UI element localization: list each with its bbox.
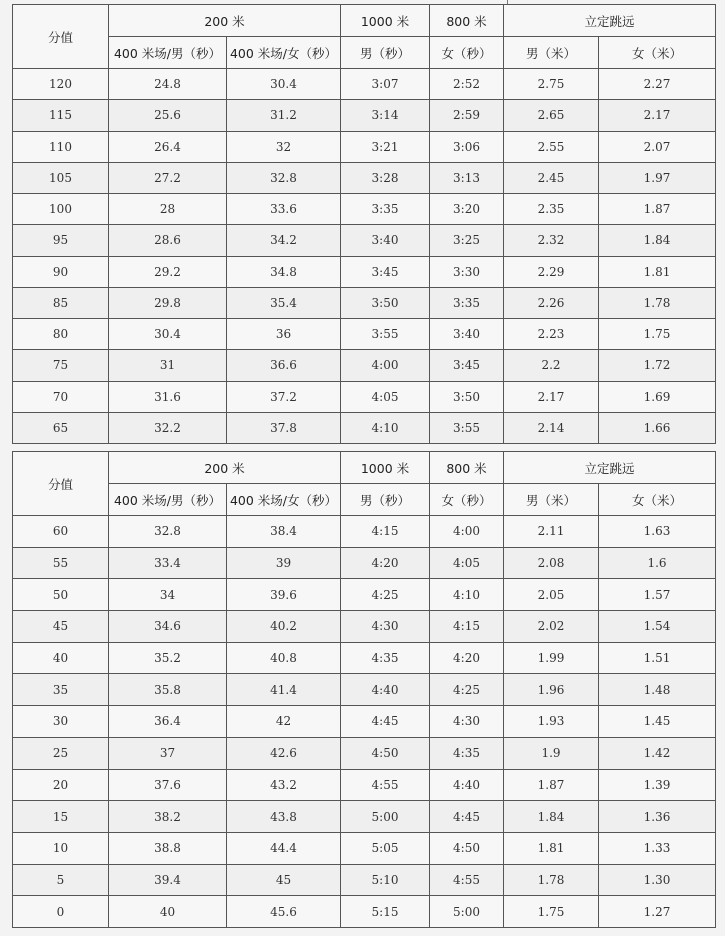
cell-score: 120 — [13, 69, 109, 100]
cell-score: 20 — [13, 769, 109, 801]
cell-400-male: 38.2 — [109, 801, 227, 833]
subheader-400-female: 400 米场/女（秒） — [227, 484, 341, 516]
cell-jump-female: 1.45 — [599, 706, 716, 738]
table-row — [13, 162, 716, 193]
cell-800-female: 4:55 — [430, 864, 504, 896]
cell-800-female: 2:59 — [430, 100, 504, 131]
subheader-jump-female: 女（米） — [599, 484, 716, 516]
cell-score: 0 — [13, 896, 109, 928]
cell-jump-female: 1.72 — [599, 350, 716, 381]
cell-400-male: 29.2 — [109, 256, 227, 287]
cell-800-female: 3:13 — [430, 162, 504, 193]
cell-400-female: 35.4 — [227, 287, 341, 318]
cell-jump-female: 1.51 — [599, 642, 716, 674]
cell-400-female: 45 — [227, 864, 341, 896]
cell-400-female: 32 — [227, 131, 341, 162]
header-200m: 200 米 — [109, 5, 341, 37]
cell-400-female: 37.8 — [227, 412, 341, 443]
table-row — [13, 547, 716, 579]
cell-1000-male: 3:14 — [341, 100, 430, 131]
cell-400-male: 31.6 — [109, 381, 227, 412]
cell-jump-male: 2.35 — [504, 194, 599, 225]
cell-1000-male: 4:15 — [341, 516, 430, 548]
cell-1000-male: 3:45 — [341, 256, 430, 287]
cell-score: 75 — [13, 350, 109, 381]
subheader-1000-male: 男（秒） — [341, 37, 430, 69]
cell-400-male: 33.4 — [109, 547, 227, 579]
cell-800-female: 3:50 — [430, 381, 504, 412]
cell-score: 25 — [13, 737, 109, 769]
table-row — [13, 516, 716, 548]
header-200m: 200 米 — [109, 452, 341, 484]
cell-1000-male: 5:00 — [341, 801, 430, 833]
cell-jump-female: 1.97 — [599, 162, 716, 193]
cell-jump-male: 2.75 — [504, 69, 599, 100]
cell-jump-male: 2.55 — [504, 131, 599, 162]
cell-1000-male: 4:55 — [341, 769, 430, 801]
cell-800-female: 4:35 — [430, 737, 504, 769]
table-row — [13, 287, 716, 318]
cell-400-male: 32.2 — [109, 412, 227, 443]
cell-score: 70 — [13, 381, 109, 412]
cell-400-female: 37.2 — [227, 381, 341, 412]
cell-jump-female: 1.78 — [599, 287, 716, 318]
cell-1000-male: 4:35 — [341, 642, 430, 674]
cell-800-female: 4:20 — [430, 642, 504, 674]
table-row — [13, 69, 716, 100]
cell-score: 110 — [13, 131, 109, 162]
cell-jump-male: 2.08 — [504, 547, 599, 579]
table-row — [13, 769, 716, 801]
cell-jump-female: 1.57 — [599, 579, 716, 611]
cell-800-female: 2:52 — [430, 69, 504, 100]
cell-800-female: 5:00 — [430, 896, 504, 928]
cell-400-male: 37 — [109, 737, 227, 769]
header-score: 分值 — [13, 5, 109, 69]
cell-800-female: 3:06 — [430, 131, 504, 162]
cell-400-male: 34.6 — [109, 611, 227, 643]
table-row — [13, 674, 716, 706]
cell-score: 15 — [13, 801, 109, 833]
header-1000m: 1000 米 — [341, 452, 430, 484]
cell-jump-female: 1.63 — [599, 516, 716, 548]
cell-1000-male: 3:21 — [341, 131, 430, 162]
cell-jump-female: 2.27 — [599, 69, 716, 100]
cell-400-female: 38.4 — [227, 516, 341, 548]
cell-1000-male: 3:50 — [341, 287, 430, 318]
cell-400-female: 34.8 — [227, 256, 341, 287]
cell-jump-female: 1.69 — [599, 381, 716, 412]
table-row — [13, 801, 716, 833]
table-row — [13, 611, 716, 643]
cell-score: 35 — [13, 674, 109, 706]
score-rows-lower — [13, 516, 716, 928]
cell-1000-male: 5:05 — [341, 832, 430, 864]
table-row — [13, 896, 716, 928]
subheader-jump-female: 女（米） — [599, 37, 716, 69]
cell-jump-male: 2.05 — [504, 579, 599, 611]
cell-400-male: 28 — [109, 194, 227, 225]
cell-800-female: 4:45 — [430, 801, 504, 833]
cell-jump-male: 1.87 — [504, 769, 599, 801]
cell-jump-male: 1.78 — [504, 864, 599, 896]
cell-jump-male: 2.65 — [504, 100, 599, 131]
cell-1000-male: 3:07 — [341, 69, 430, 100]
cell-400-female: 45.6 — [227, 896, 341, 928]
cell-score: 10 — [13, 832, 109, 864]
cell-jump-female: 1.42 — [599, 737, 716, 769]
cell-400-male: 30.4 — [109, 319, 227, 350]
cell-score: 40 — [13, 642, 109, 674]
header-standing-long-jump: 立定跳远 — [504, 5, 716, 37]
cell-jump-female: 1.84 — [599, 225, 716, 256]
cell-400-male: 27.2 — [109, 162, 227, 193]
cell-jump-female: 1.66 — [599, 412, 716, 443]
cell-jump-male: 2.02 — [504, 611, 599, 643]
cell-jump-female: 1.27 — [599, 896, 716, 928]
cell-jump-male: 2.17 — [504, 381, 599, 412]
cell-jump-male: 2.29 — [504, 256, 599, 287]
table-row — [13, 194, 716, 225]
cell-jump-male: 2.32 — [504, 225, 599, 256]
cell-jump-female: 1.30 — [599, 864, 716, 896]
cell-jump-male: 2.2 — [504, 350, 599, 381]
cell-score: 30 — [13, 706, 109, 738]
cell-jump-female: 1.6 — [599, 547, 716, 579]
cell-score: 90 — [13, 256, 109, 287]
cell-400-male: 28.6 — [109, 225, 227, 256]
cell-1000-male: 4:10 — [341, 412, 430, 443]
cell-1000-male: 4:40 — [341, 674, 430, 706]
subheader-800-female: 女（秒） — [430, 484, 504, 516]
cell-800-female: 4:00 — [430, 516, 504, 548]
cell-1000-male: 4:50 — [341, 737, 430, 769]
cell-800-female: 3:40 — [430, 319, 504, 350]
cell-jump-male: 1.96 — [504, 674, 599, 706]
cell-score: 5 — [13, 864, 109, 896]
cell-jump-female: 1.33 — [599, 832, 716, 864]
cell-1000-male: 3:28 — [341, 162, 430, 193]
table-row — [13, 706, 716, 738]
cell-jump-male: 2.11 — [504, 516, 599, 548]
cell-1000-male: 4:30 — [341, 611, 430, 643]
cell-jump-male: 1.9 — [504, 737, 599, 769]
table-row — [13, 832, 716, 864]
cell-400-male: 35.8 — [109, 674, 227, 706]
cell-score: 100 — [13, 194, 109, 225]
cell-800-female: 3:55 — [430, 412, 504, 443]
cell-jump-male: 2.14 — [504, 412, 599, 443]
cell-jump-male: 2.23 — [504, 319, 599, 350]
cell-800-female: 4:50 — [430, 832, 504, 864]
cell-score: 50 — [13, 579, 109, 611]
cell-400-male: 24.8 — [109, 69, 227, 100]
cell-400-male: 40 — [109, 896, 227, 928]
cell-jump-female: 2.17 — [599, 100, 716, 131]
cell-score: 85 — [13, 287, 109, 318]
cell-800-female: 3:35 — [430, 287, 504, 318]
score-table-upper — [12, 4, 716, 444]
cell-400-female: 36.6 — [227, 350, 341, 381]
header-800m: 800 米 — [430, 5, 504, 37]
cell-jump-female: 1.81 — [599, 256, 716, 287]
cell-800-female: 3:25 — [430, 225, 504, 256]
cell-1000-male: 4:05 — [341, 381, 430, 412]
cell-400-female: 41.4 — [227, 674, 341, 706]
subheader-400-male: 400 米场/男（秒） — [109, 37, 227, 69]
cell-jump-male: 2.26 — [504, 287, 599, 318]
cell-jump-female: 1.75 — [599, 319, 716, 350]
cell-400-female: 33.6 — [227, 194, 341, 225]
header-800m: 800 米 — [430, 452, 504, 484]
cell-800-female: 4:15 — [430, 611, 504, 643]
cell-jump-male: 2.45 — [504, 162, 599, 193]
cell-400-female: 42 — [227, 706, 341, 738]
cell-score: 115 — [13, 100, 109, 131]
cell-800-female: 4:25 — [430, 674, 504, 706]
cell-400-female: 32.8 — [227, 162, 341, 193]
cell-400-male: 31 — [109, 350, 227, 381]
subheader-jump-male: 男（米） — [504, 484, 599, 516]
cell-1000-male: 4:00 — [341, 350, 430, 381]
cell-score: 105 — [13, 162, 109, 193]
score-table-lower — [12, 451, 716, 928]
cell-jump-male: 1.84 — [504, 801, 599, 833]
table-row — [13, 381, 716, 412]
table-row — [13, 642, 716, 674]
cell-400-female: 43.8 — [227, 801, 341, 833]
cell-800-female: 4:05 — [430, 547, 504, 579]
score-rows-upper — [13, 69, 716, 444]
cell-400-male: 29.8 — [109, 287, 227, 318]
cell-400-male: 34 — [109, 579, 227, 611]
cell-jump-male: 1.81 — [504, 832, 599, 864]
cell-1000-male: 5:15 — [341, 896, 430, 928]
cell-score: 80 — [13, 319, 109, 350]
header-score: 分值 — [13, 452, 109, 516]
cell-400-male: 26.4 — [109, 131, 227, 162]
cell-400-male: 37.6 — [109, 769, 227, 801]
table-row — [13, 131, 716, 162]
cell-1000-male: 3:40 — [341, 225, 430, 256]
cell-400-female: 39 — [227, 547, 341, 579]
cell-1000-male: 4:20 — [341, 547, 430, 579]
subheader-jump-male: 男（米） — [504, 37, 599, 69]
cell-400-female: 30.4 — [227, 69, 341, 100]
cell-400-female: 36 — [227, 319, 341, 350]
cell-1000-male: 3:35 — [341, 194, 430, 225]
subheader-400-female: 400 米场/女（秒） — [227, 37, 341, 69]
cell-jump-male: 1.93 — [504, 706, 599, 738]
subheader-800-female: 女（秒） — [430, 37, 504, 69]
cell-400-male: 32.8 — [109, 516, 227, 548]
cell-1000-male: 4:25 — [341, 579, 430, 611]
cell-score: 95 — [13, 225, 109, 256]
table-row — [13, 256, 716, 287]
cell-jump-female: 1.36 — [599, 801, 716, 833]
table-row — [13, 350, 716, 381]
cell-400-male: 39.4 — [109, 864, 227, 896]
cell-score: 45 — [13, 611, 109, 643]
cell-score: 55 — [13, 547, 109, 579]
cell-jump-female: 1.87 — [599, 194, 716, 225]
header-1000m: 1000 米 — [341, 5, 430, 37]
cell-400-female: 43.2 — [227, 769, 341, 801]
cell-400-female: 40.2 — [227, 611, 341, 643]
cell-400-female: 44.4 — [227, 832, 341, 864]
table-row — [13, 100, 716, 131]
cell-jump-female: 1.39 — [599, 769, 716, 801]
cell-400-male: 36.4 — [109, 706, 227, 738]
table-row — [13, 412, 716, 443]
cell-800-female: 4:30 — [430, 706, 504, 738]
subheader-400-male: 400 米场/男（秒） — [109, 484, 227, 516]
cell-400-male: 38.8 — [109, 832, 227, 864]
cell-jump-male: 1.99 — [504, 642, 599, 674]
cell-1000-male: 4:45 — [341, 706, 430, 738]
subheader-1000-male: 男（秒） — [341, 484, 430, 516]
cell-jump-female: 2.07 — [599, 131, 716, 162]
cell-800-female: 3:30 — [430, 256, 504, 287]
table-row — [13, 737, 716, 769]
cell-400-female: 42.6 — [227, 737, 341, 769]
cell-800-female: 4:10 — [430, 579, 504, 611]
cell-score: 65 — [13, 412, 109, 443]
cell-800-female: 3:45 — [430, 350, 504, 381]
cell-score: 60 — [13, 516, 109, 548]
cell-400-male: 35.2 — [109, 642, 227, 674]
table-row — [13, 319, 716, 350]
cell-jump-female: 1.48 — [599, 674, 716, 706]
cell-1000-male: 3:55 — [341, 319, 430, 350]
table-row — [13, 579, 716, 611]
cell-jump-male: 1.75 — [504, 896, 599, 928]
cell-400-female: 31.2 — [227, 100, 341, 131]
table-row — [13, 864, 716, 896]
cell-400-male: 25.6 — [109, 100, 227, 131]
cell-800-female: 3:20 — [430, 194, 504, 225]
cell-jump-female: 1.54 — [599, 611, 716, 643]
header-standing-long-jump: 立定跳远 — [504, 452, 716, 484]
cell-400-female: 39.6 — [227, 579, 341, 611]
cell-800-female: 4:40 — [430, 769, 504, 801]
cell-400-female: 40.8 — [227, 642, 341, 674]
cell-400-female: 34.2 — [227, 225, 341, 256]
table-row — [13, 225, 716, 256]
cell-1000-male: 5:10 — [341, 864, 430, 896]
